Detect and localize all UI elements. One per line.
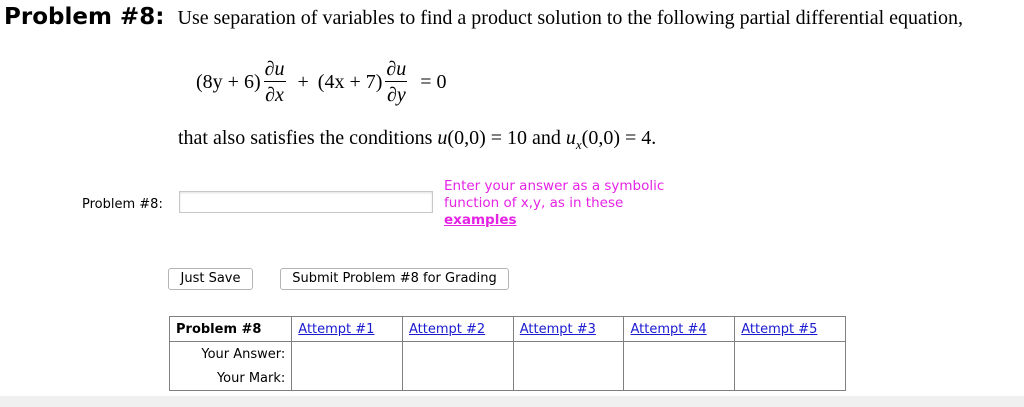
pde-equation — [196, 55, 447, 109]
var-u: u — [437, 127, 448, 149]
subscript-x: x — [575, 137, 582, 152]
answer-cell — [403, 342, 514, 367]
attempts-table — [169, 316, 846, 391]
mark-cell — [624, 366, 735, 391]
frac-den: ∂y — [386, 84, 406, 106]
attempt-5-link[interactable]: Attempt #5 — [735, 317, 846, 342]
attempt-3-link[interactable]: Attempt #3 — [513, 317, 624, 342]
frac-den: ∂x — [265, 84, 284, 106]
conditions-prefix: that also satisfies the conditions — [178, 127, 438, 149]
attempt-1-link[interactable]: Attempt #1 — [292, 317, 403, 342]
your-answer-label: Your Answer: — [170, 342, 292, 367]
problem-heading — [4, 4, 963, 30]
frac-num: ∂u — [386, 58, 407, 80]
answer-cell — [735, 342, 846, 367]
just-save-button[interactable]: Just Save — [168, 268, 253, 290]
condition-1: (0,0) = 10 and — [447, 127, 566, 149]
examples-link[interactable]: examples — [444, 212, 517, 228]
attempts-table-header: Problem #8 — [170, 317, 292, 342]
hint-text: Enter your answer as a symbolic function of x,y, as in these — [444, 178, 665, 211]
mark-cell — [403, 366, 514, 391]
problem-statement: Use separation of variables to find a product solution to the following partial differential equation, — [177, 7, 964, 29]
partial-u-x-fraction — [264, 59, 286, 105]
partial-u-y-fraction — [385, 59, 407, 105]
frac-num: ∂u — [264, 58, 285, 80]
eq-coef-y: (4x + 7) — [317, 70, 383, 93]
eq-coef-x: (8y + 6) — [196, 70, 261, 93]
condition-2: (0,0) = 4. — [581, 127, 657, 149]
answer-cell — [513, 342, 624, 367]
page-bottom-strip — [0, 396, 1024, 407]
mark-cell — [292, 366, 403, 391]
problem-title: Problem #8: — [4, 4, 165, 30]
answer-input[interactable] — [179, 191, 433, 213]
answer-row-label: Problem #8: — [82, 197, 163, 212]
eq-equals-zero: = 0 — [420, 70, 447, 93]
conditions-text — [178, 127, 656, 153]
attempt-2-link[interactable]: Attempt #2 — [403, 317, 514, 342]
your-mark-label: Your Mark: — [170, 366, 292, 391]
answer-cell — [624, 342, 735, 367]
answer-hint — [444, 178, 694, 229]
mark-cell — [735, 366, 846, 391]
eq-plus: + — [297, 70, 309, 93]
var-u: u — [565, 127, 576, 149]
mark-cell — [513, 366, 624, 391]
answer-cell — [292, 342, 403, 367]
attempt-4-link[interactable]: Attempt #4 — [624, 317, 735, 342]
submit-grading-button[interactable]: Submit Problem #8 for Grading — [280, 268, 509, 290]
